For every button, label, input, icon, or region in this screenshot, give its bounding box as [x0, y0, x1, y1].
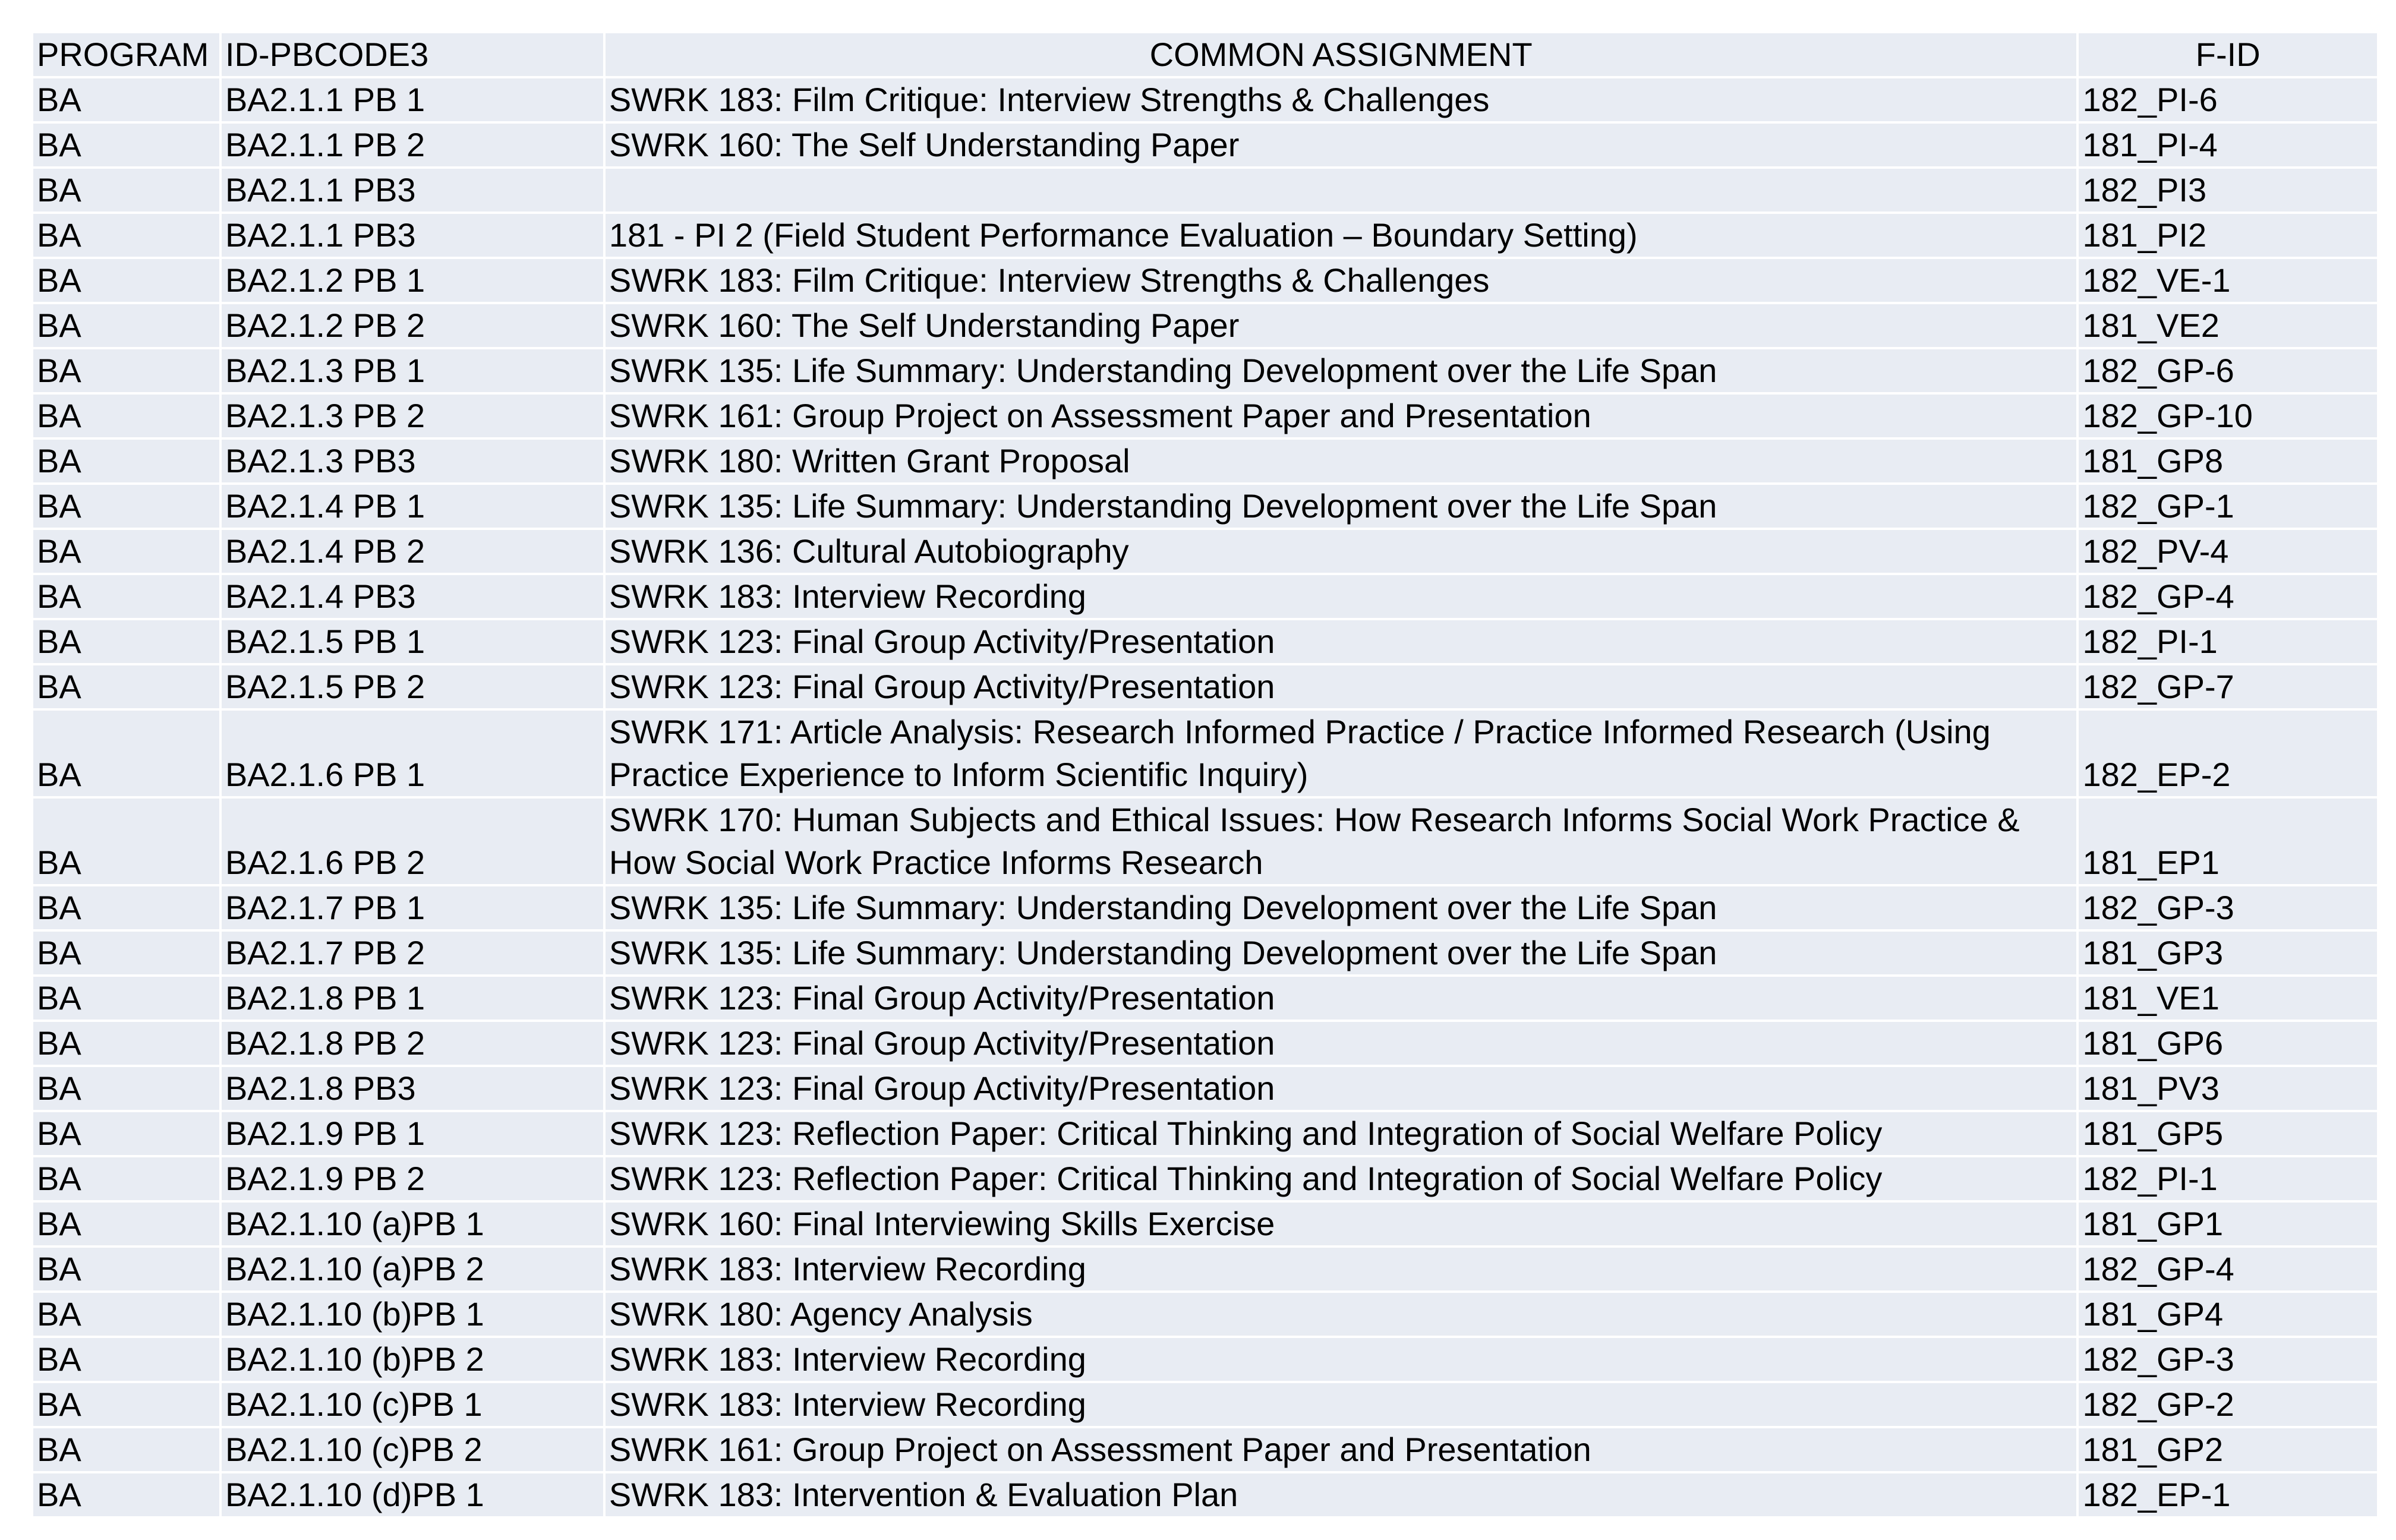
cell-assignment: SWRK 160: The Self Understanding Paper [606, 124, 2077, 166]
cell-code: BA2.1.2 PB 2 [222, 304, 603, 347]
table-row [33, 1248, 2377, 1290]
cell-program: BA [33, 169, 219, 212]
cell-assignment: SWRK 123: Final Group Activity/Presentation [606, 1022, 2077, 1065]
cell-program: BA [33, 711, 219, 796]
cell-fid: 181_PI-4 [2079, 124, 2377, 166]
cell-assignment: SWRK 161: Group Project on Assessment Paper and Presentation [606, 1428, 2077, 1471]
cell-assignment: SWRK 183: Interview Recording [606, 1383, 2077, 1426]
cell-fid: 182_PI-1 [2079, 1157, 2377, 1200]
cell-assignment: SWRK 171: Article Analysis: Research Informed Practice / Practice Informed Research (Using Practice Experience to Inform Scientific Inquiry) [606, 711, 2077, 796]
table-row [33, 620, 2377, 663]
cell-fid: 181_PV3 [2079, 1067, 2377, 1110]
table-row [33, 1203, 2377, 1245]
cell-code: BA2.1.10 (a)PB 1 [222, 1203, 603, 1245]
cell-program: BA [33, 214, 219, 257]
cell-fid: 182_GP-3 [2079, 1338, 2377, 1381]
cell-code: BA2.1.6 PB 2 [222, 799, 603, 884]
cell-code: BA2.1.1 PB3 [222, 169, 603, 212]
table-row [33, 977, 2377, 1020]
cell-assignment: SWRK 161: Group Project on Assessment Paper and Presentation [606, 395, 2077, 437]
cell-fid: 181_PI2 [2079, 214, 2377, 257]
cell-program: BA [33, 1248, 219, 1290]
cell-program: BA [33, 932, 219, 974]
cell-assignment: SWRK 135: Life Summary: Understanding Development over the Life Span [606, 886, 2077, 929]
cell-fid: 181_GP5 [2079, 1112, 2377, 1155]
cell-fid: 182_EP-1 [2079, 1473, 2377, 1516]
cell-program: BA [33, 395, 219, 437]
cell-code: BA2.1.3 PB 1 [222, 349, 603, 392]
cell-program: BA [33, 440, 219, 482]
cell-code: BA2.1.1 PB3 [222, 214, 603, 257]
cell-fid: 181_GP1 [2079, 1203, 2377, 1245]
table-row [33, 1383, 2377, 1426]
cell-fid: 181_GP6 [2079, 1022, 2377, 1065]
cell-fid: 182_GP-7 [2079, 665, 2377, 708]
cell-assignment: SWRK 123: Final Group Activity/Presentation [606, 620, 2077, 663]
cell-assignment: SWRK 160: The Self Understanding Paper [606, 304, 2077, 347]
cell-code: BA2.1.1 PB 1 [222, 78, 603, 121]
cell-assignment: SWRK 183: Film Critique: Interview Strengths & Challenges [606, 259, 2077, 302]
cell-program: BA [33, 1473, 219, 1516]
cell-program: BA [33, 665, 219, 708]
cell-fid: 182_GP-4 [2079, 1248, 2377, 1290]
table-row [33, 1112, 2377, 1155]
cell-assignment: SWRK 183: Intervention & Evaluation Plan [606, 1473, 2077, 1516]
assignment-table [31, 31, 2379, 1519]
header-row [33, 33, 2377, 76]
cell-assignment: SWRK 135: Life Summary: Understanding Development over the Life Span [606, 485, 2077, 528]
table-row [33, 440, 2377, 482]
table-row [33, 485, 2377, 528]
cell-assignment: SWRK 123: Final Group Activity/Presentation [606, 977, 2077, 1020]
cell-fid: 181_GP8 [2079, 440, 2377, 482]
cell-program: BA [33, 1428, 219, 1471]
cell-fid: 182_GP-4 [2079, 575, 2377, 618]
cell-code: BA2.1.9 PB 2 [222, 1157, 603, 1200]
cell-assignment: SWRK 135: Life Summary: Understanding Development over the Life Span [606, 932, 2077, 974]
table-row [33, 169, 2377, 212]
cell-code: BA2.1.9 PB 1 [222, 1112, 603, 1155]
cell-fid: 182_PI3 [2079, 169, 2377, 212]
cell-code: BA2.1.5 PB 2 [222, 665, 603, 708]
column-header-fid: F-ID [2079, 33, 2377, 76]
table-row [33, 259, 2377, 302]
column-header-code: ID-PBCODE3 [222, 33, 603, 76]
cell-code: BA2.1.8 PB 2 [222, 1022, 603, 1065]
column-header-assignment: COMMON ASSIGNMENT [606, 33, 2077, 76]
table-row [33, 665, 2377, 708]
cell-program: BA [33, 1203, 219, 1245]
cell-code: BA2.1.7 PB 1 [222, 886, 603, 929]
table-row [33, 214, 2377, 257]
table-row [33, 1157, 2377, 1200]
cell-code: BA2.1.8 PB3 [222, 1067, 603, 1110]
table-row [33, 124, 2377, 166]
cell-fid: 182_GP-2 [2079, 1383, 2377, 1426]
cell-assignment [606, 169, 2077, 212]
cell-program: BA [33, 530, 219, 573]
cell-fid: 181_VE2 [2079, 304, 2377, 347]
cell-code: BA2.1.6 PB 1 [222, 711, 603, 796]
cell-fid: 182_GP-1 [2079, 485, 2377, 528]
cell-assignment: SWRK 123: Final Group Activity/Presentation [606, 1067, 2077, 1110]
table-header [33, 33, 2377, 76]
cell-code: BA2.1.2 PB 1 [222, 259, 603, 302]
table-row [33, 530, 2377, 573]
table-row [33, 1428, 2377, 1471]
cell-code: BA2.1.3 PB3 [222, 440, 603, 482]
cell-assignment: 181 - PI 2 (Field Student Performance Evaluation – Boundary Setting) [606, 214, 2077, 257]
table-row [33, 304, 2377, 347]
cell-code: BA2.1.4 PB 2 [222, 530, 603, 573]
cell-program: BA [33, 1112, 219, 1155]
cell-code: BA2.1.10 (c)PB 1 [222, 1383, 603, 1426]
cell-code: BA2.1.5 PB 1 [222, 620, 603, 663]
table-row [33, 395, 2377, 437]
table-row [33, 1022, 2377, 1065]
table-row [33, 711, 2377, 796]
table-row [33, 78, 2377, 121]
cell-code: BA2.1.3 PB 2 [222, 395, 603, 437]
cell-assignment: SWRK 160: Final Interviewing Skills Exercise [606, 1203, 2077, 1245]
cell-assignment: SWRK 136: Cultural Autobiography [606, 530, 2077, 573]
cell-fid: 182_PV-4 [2079, 530, 2377, 573]
table-row [33, 1473, 2377, 1516]
cell-fid: 182_GP-3 [2079, 886, 2377, 929]
cell-assignment: SWRK 183: Film Critique: Interview Strengths & Challenges [606, 78, 2077, 121]
cell-assignment: SWRK 170: Human Subjects and Ethical Issues: How Research Informs Social Work Practice & How Social Work Practice Informs Research [606, 799, 2077, 884]
cell-assignment: SWRK 123: Reflection Paper: Critical Thinking and Integration of Social Welfare Policy [606, 1157, 2077, 1200]
cell-code: BA2.1.10 (a)PB 2 [222, 1248, 603, 1290]
cell-fid: 182_GP-6 [2079, 349, 2377, 392]
table-row [33, 349, 2377, 392]
cell-program: BA [33, 1022, 219, 1065]
cell-code: BA2.1.4 PB3 [222, 575, 603, 618]
cell-program: BA [33, 1383, 219, 1426]
cell-fid: 181_GP4 [2079, 1293, 2377, 1336]
cell-code: BA2.1.10 (b)PB 2 [222, 1338, 603, 1381]
cell-fid: 181_EP1 [2079, 799, 2377, 884]
column-header-program: PROGRAM [33, 33, 219, 76]
cell-fid: 182_PI-1 [2079, 620, 2377, 663]
cell-program: BA [33, 1157, 219, 1200]
cell-program: BA [33, 575, 219, 618]
cell-code: BA2.1.10 (c)PB 2 [222, 1428, 603, 1471]
cell-program: BA [33, 1293, 219, 1336]
table-row [33, 799, 2377, 884]
cell-program: BA [33, 124, 219, 166]
table-row [33, 886, 2377, 929]
cell-code: BA2.1.10 (d)PB 1 [222, 1473, 603, 1516]
cell-code: BA2.1.1 PB 2 [222, 124, 603, 166]
cell-program: BA [33, 259, 219, 302]
cell-fid: 181_GP3 [2079, 932, 2377, 974]
table-body [33, 78, 2377, 1516]
cell-program: BA [33, 977, 219, 1020]
cell-program: BA [33, 349, 219, 392]
cell-assignment: SWRK 135: Life Summary: Understanding Development over the Life Span [606, 349, 2077, 392]
cell-assignment: SWRK 183: Interview Recording [606, 575, 2077, 618]
table-row [33, 932, 2377, 974]
cell-program: BA [33, 485, 219, 528]
cell-assignment: SWRK 123: Reflection Paper: Critical Thinking and Integration of Social Welfare Policy [606, 1112, 2077, 1155]
table-row [33, 575, 2377, 618]
cell-fid: 181_GP2 [2079, 1428, 2377, 1471]
cell-code: BA2.1.8 PB 1 [222, 977, 603, 1020]
table-row [33, 1338, 2377, 1381]
cell-program: BA [33, 799, 219, 884]
cell-assignment: SWRK 183: Interview Recording [606, 1248, 2077, 1290]
cell-program: BA [33, 1338, 219, 1381]
cell-assignment: SWRK 180: Written Grant Proposal [606, 440, 2077, 482]
cell-program: BA [33, 304, 219, 347]
cell-assignment: SWRK 183: Interview Recording [606, 1338, 2077, 1381]
cell-program: BA [33, 886, 219, 929]
cell-assignment: SWRK 123: Final Group Activity/Presentation [606, 665, 2077, 708]
cell-fid: 182_VE-1 [2079, 259, 2377, 302]
cell-fid: 182_GP-10 [2079, 395, 2377, 437]
cell-program: BA [33, 1067, 219, 1110]
cell-fid: 181_VE1 [2079, 977, 2377, 1020]
cell-assignment: SWRK 180: Agency Analysis [606, 1293, 2077, 1336]
cell-program: BA [33, 78, 219, 121]
cell-program: BA [33, 620, 219, 663]
cell-code: BA2.1.7 PB 2 [222, 932, 603, 974]
cell-code: BA2.1.4 PB 1 [222, 485, 603, 528]
table-row [33, 1293, 2377, 1336]
cell-code: BA2.1.10 (b)PB 1 [222, 1293, 603, 1336]
cell-fid: 182_PI-6 [2079, 78, 2377, 121]
table-row [33, 1067, 2377, 1110]
cell-fid: 182_EP-2 [2079, 711, 2377, 796]
